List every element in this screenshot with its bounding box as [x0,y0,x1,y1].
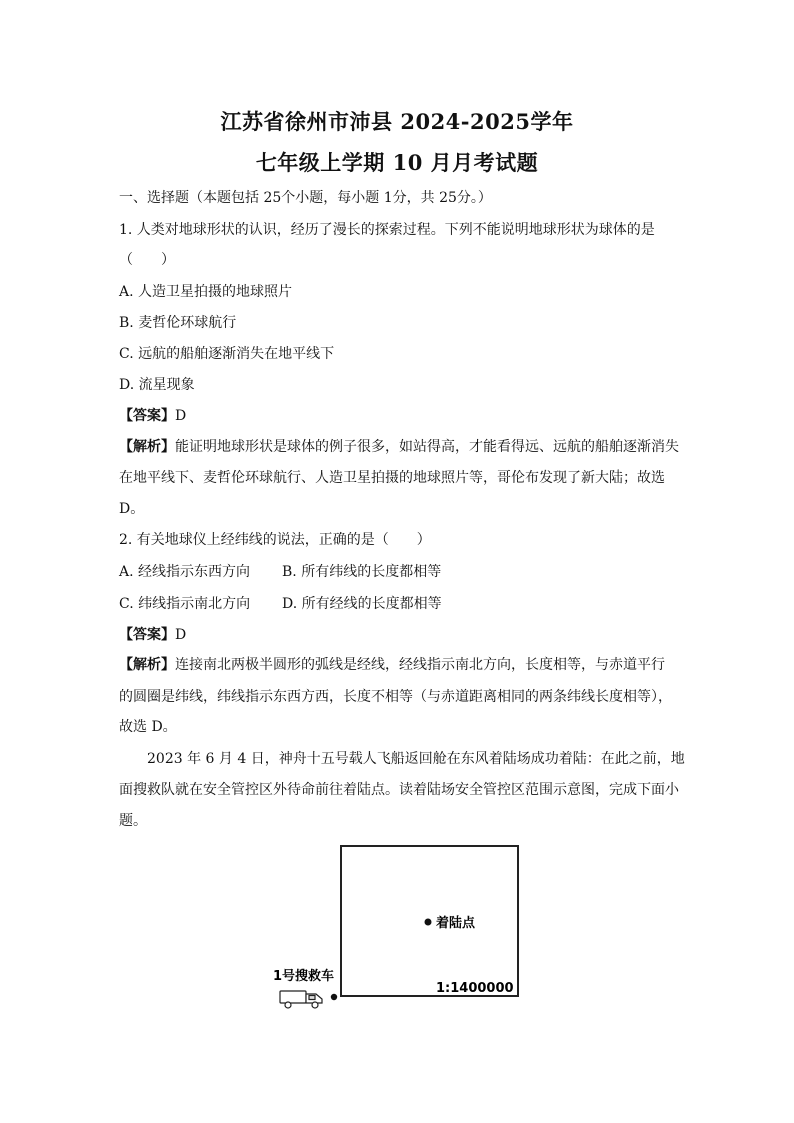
section-heading: 一、选择题（本题包括 25个小题，每小题 1分，共 25分。） [119,190,492,206]
analysis-label: 【解析】 [119,657,175,673]
q2-option-d: D. 所有经线的长度都相等 [282,596,442,612]
q1-answer [119,405,186,425]
title-line-2: 七年级上学期 10 月月考试题 [255,150,539,175]
q2-answer [119,624,186,644]
analysis-text: 能证明地球形状是球体的例子很多，如站得高，才能看得远、远航的船舶逐渐消失 [175,439,679,455]
q2-option-a: A. 经线指示东西方向 [119,564,251,580]
answer-label: 【答案】 [119,408,175,424]
analysis-text: 连接南北两极半圆形的弧线是经线，经线指示南北方向，长度相等，与赤道平行 [175,657,665,673]
q1-analysis-line-3: D。 [119,501,145,517]
q2-option-c: C. 纬线指示南北方向 [119,596,251,612]
q1-option-d: D. 流星现象 [119,377,195,393]
q1-analysis-line-2: 在地平线下、麦哲伦环球航行、人造卫星拍摄的地球照片等，哥伦布发现了新大陆；故选 [119,470,665,486]
title-line-1: 江苏省徐州市沛县 2024-2025学年 [220,109,574,134]
rescue-truck-position [331,994,337,1000]
landing-zone-map [268,842,528,1012]
passage-line-3: 题。 [119,813,147,829]
answer-label: 【答案】 [119,627,175,643]
answer-value: D [175,408,187,424]
q2-analysis-line-1 [119,654,665,674]
q1-option-b: B. 麦哲伦环球航行 [119,315,237,331]
q1-stem: 1. 人类对地球形状的认识，经历了漫长的探索过程。下列不能说明地球形状为球体的是 [119,222,655,238]
q2-stem: 2. 有关地球仪上经纬线的说法，正确的是（ ） [119,532,431,548]
q1-analysis-line-1 [119,436,679,456]
rescue-truck-label: 1号搜救车 [273,969,335,984]
scale-label: 1:1400000 [436,981,514,996]
landing-point-label: 着陆点 [436,916,476,931]
q2-option-b: B. 所有纬线的长度都相等 [282,564,442,580]
q1-option-c: C. 远航的船舶逐渐消失在地平线下 [119,346,335,362]
q1-option-a: A. 人造卫星拍摄的地球照片 [119,284,293,300]
q2-analysis-line-3: 故选 D。 [119,719,177,735]
passage-line-2: 面搜救队就在安全管控区外待命前往着陆点。读着陆场安全管控区范围示意图，完成下面小 [119,782,679,798]
answer-value: D [175,627,187,643]
q1-stem-bracket: （ ） [119,252,175,268]
analysis-label: 【解析】 [119,439,175,455]
landing-point-marker [425,919,432,926]
passage-line-1: 2023 年 6 月 4 日，神舟十五号载人飞船返回舱在东风着陆场成功着陆：在此之前，地 [147,751,685,767]
q2-analysis-line-2: 的圆圈是纬线，纬线指示东西方西，长度不相等（与赤道距离相同的两条纬线长度相等）， [119,689,672,705]
rescue-truck-icon [280,991,322,1008]
